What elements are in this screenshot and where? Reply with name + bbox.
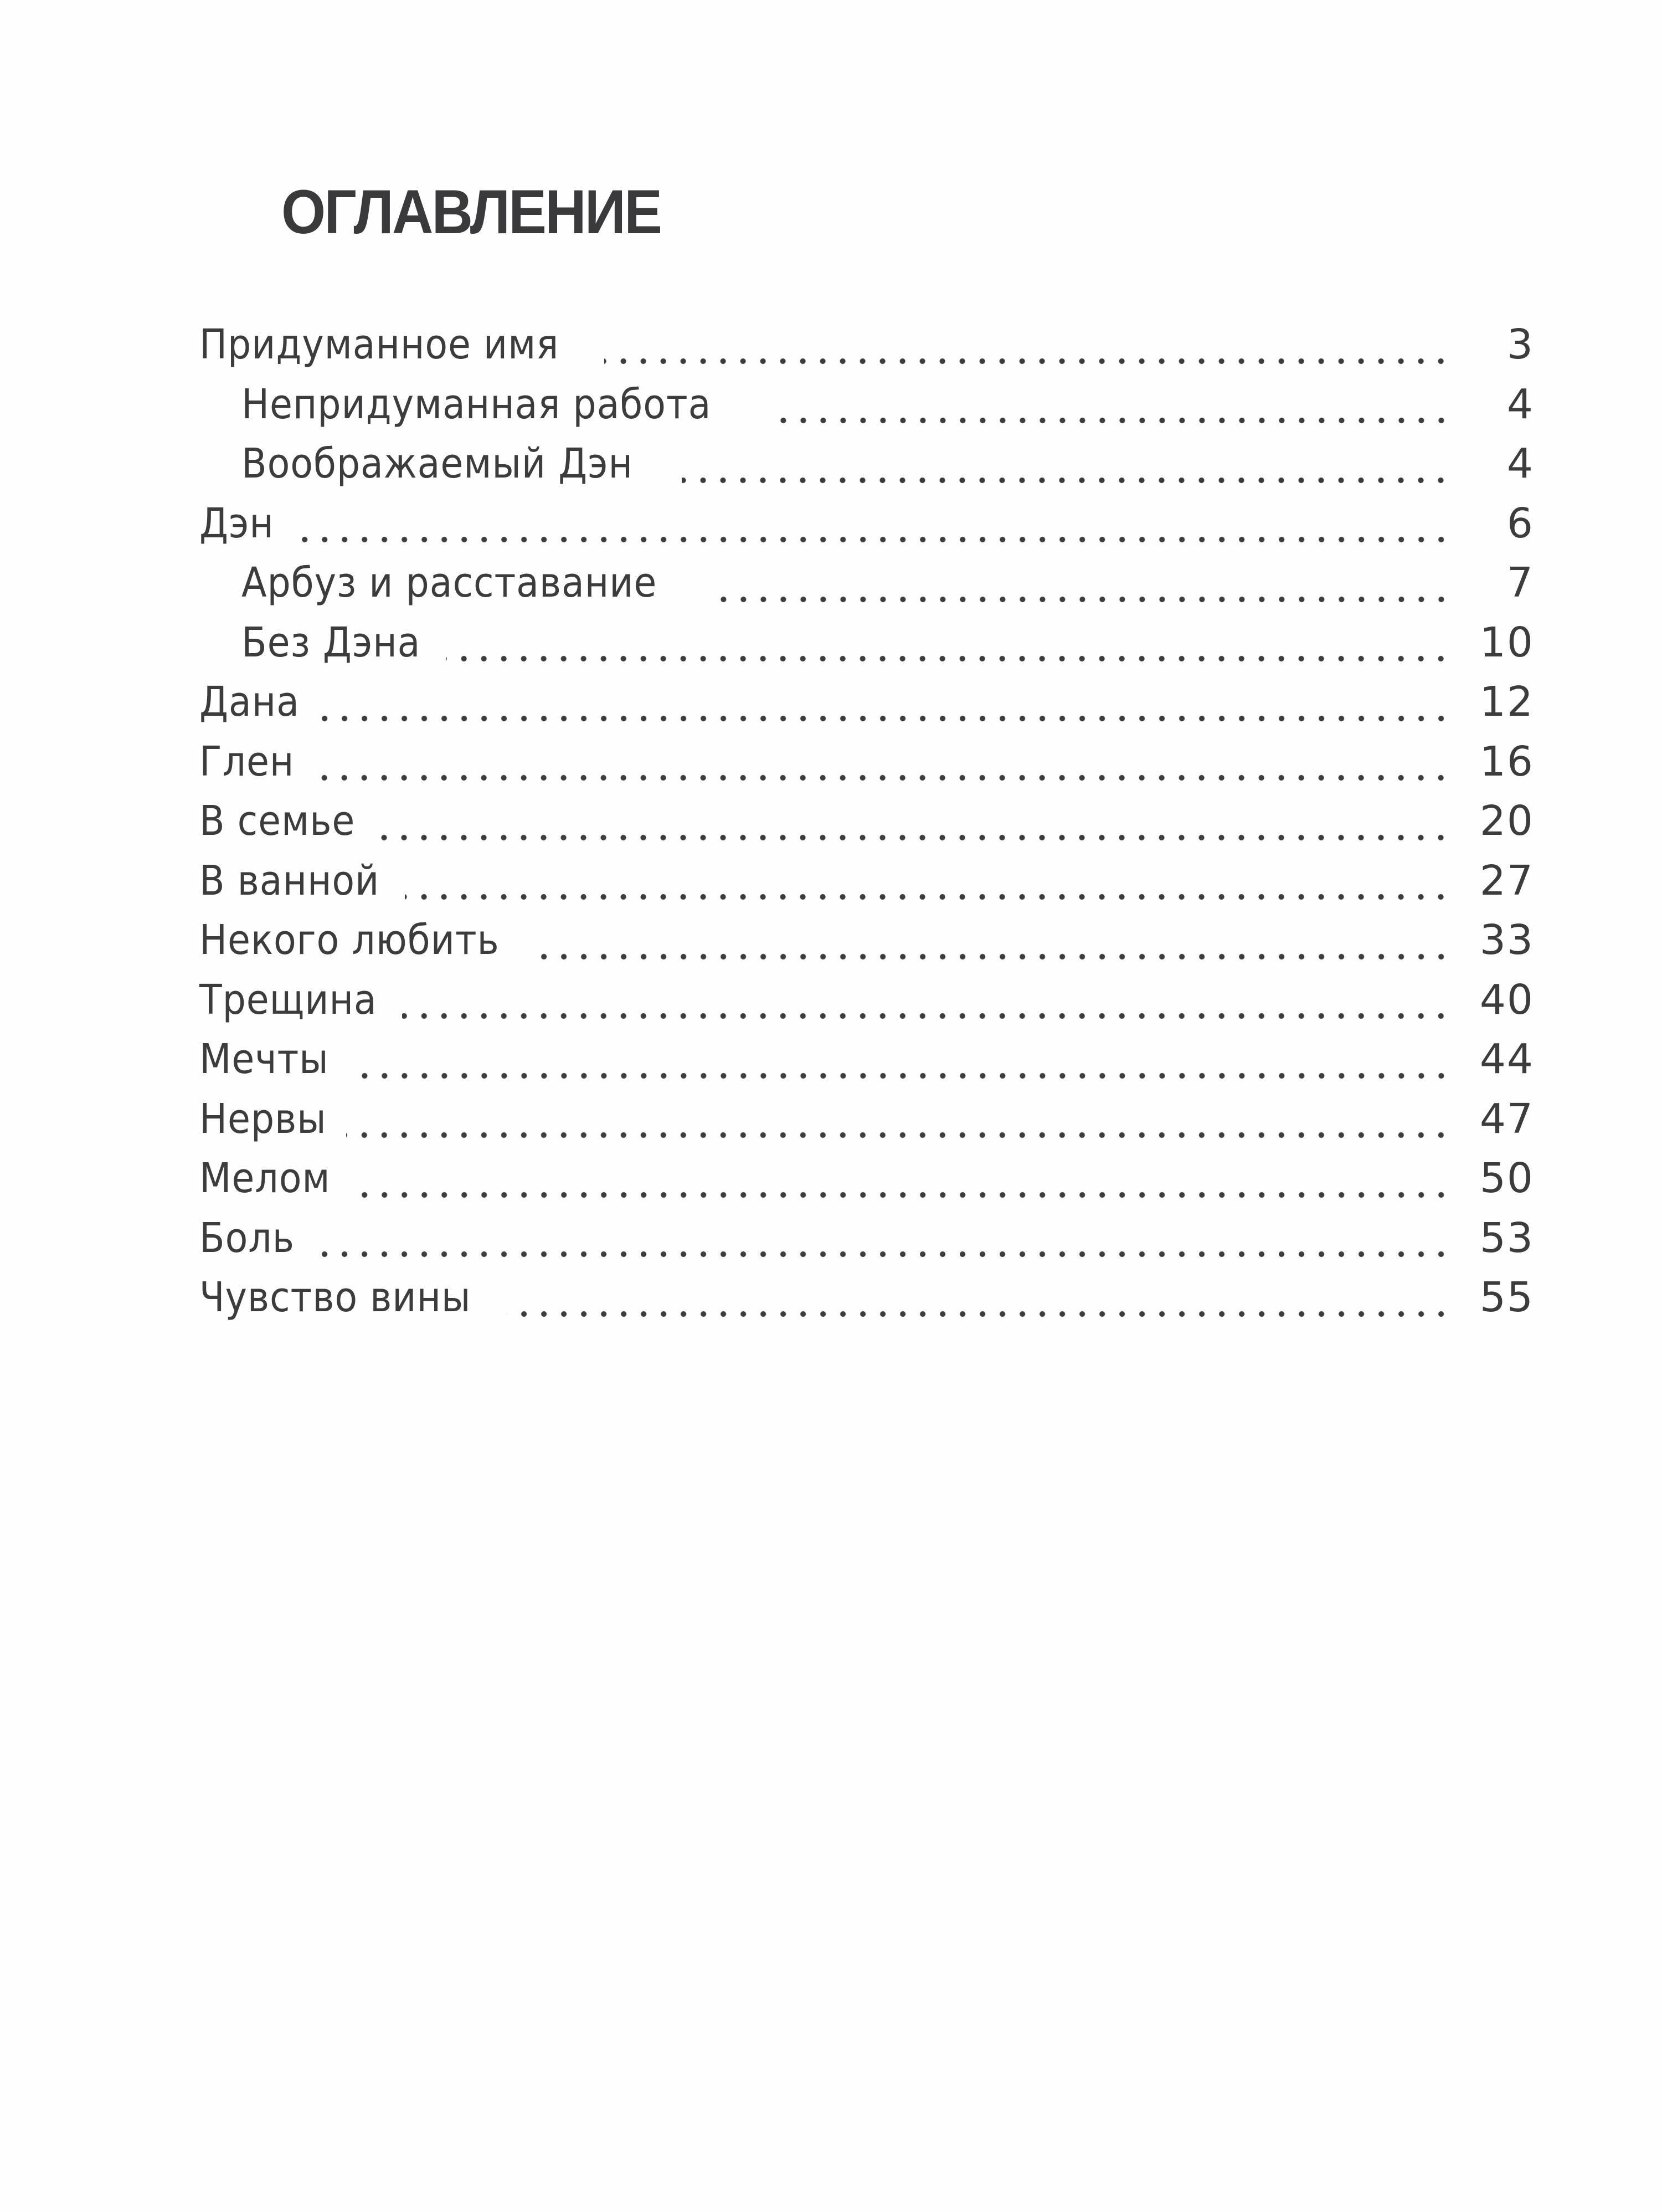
toc-entry-page: 10 [1479, 618, 1534, 666]
dot-leader [682, 477, 1451, 484]
toc-entry[interactable] [199, 972, 1534, 1032]
dot-leader [311, 1251, 1451, 1258]
toc-entry[interactable] [199, 1270, 1534, 1330]
dot-leader [346, 1132, 1451, 1138]
dot-leader [351, 1192, 1451, 1198]
toc-entry-page: 4 [1506, 440, 1534, 487]
toc-entry-page: 27 [1479, 856, 1534, 905]
dot-leader [288, 536, 1451, 543]
toc-entry[interactable] [199, 674, 1534, 734]
toc-entry[interactable] [199, 1091, 1534, 1151]
toc-entry-page: 47 [1479, 1095, 1534, 1143]
toc-subentry[interactable] [199, 615, 1534, 675]
toc-entry-title: Непридуманная работа [241, 380, 712, 428]
toc-entry-title: Придуманное имя [199, 321, 559, 368]
toc-entry[interactable] [199, 912, 1534, 972]
toc-entry[interactable] [199, 317, 1534, 377]
toc-entry-title: В семье [199, 797, 356, 845]
dot-leader [316, 715, 1451, 722]
toc-entry-title: Чувство вины [199, 1274, 471, 1321]
toc-entry-page: 3 [1506, 321, 1534, 368]
dot-leader [446, 655, 1451, 662]
dot-leader [405, 894, 1451, 900]
table-of-contents [199, 317, 1534, 1330]
toc-entry-page: 4 [1506, 380, 1534, 428]
toc-entry-page: 55 [1479, 1274, 1534, 1321]
toc-entry-title: Воображаемый Дэн [241, 440, 633, 487]
toc-entry-title: Боль [199, 1214, 295, 1262]
dot-leader [349, 1072, 1451, 1079]
toc-entry-title: Глен [199, 737, 295, 786]
toc-entry-page: 12 [1479, 678, 1534, 726]
dot-leader [604, 358, 1451, 365]
toc-subentry[interactable] [199, 555, 1534, 615]
toc-entry[interactable] [199, 496, 1534, 556]
page-title: ОГЛАВЛЕНИЕ [281, 177, 661, 247]
toc-entry-title: Без Дэна [241, 618, 421, 666]
toc-subentry[interactable] [199, 377, 1534, 437]
toc-entry-page: 7 [1506, 559, 1534, 607]
toc-entry-page: 33 [1479, 916, 1534, 964]
toc-entry-title: Мечты [199, 1035, 329, 1083]
toc-entry-title: Нервы [199, 1095, 327, 1143]
dot-leader [507, 1311, 1451, 1317]
dot-leader [769, 417, 1451, 424]
dot-leader [402, 1013, 1451, 1019]
toc-entry-title: Арбуз и расставание [241, 559, 657, 607]
toc-entry-title: В ванной [199, 856, 380, 905]
dot-leader [378, 834, 1451, 841]
toc-subentry[interactable] [199, 436, 1534, 496]
toc-entry[interactable] [199, 853, 1534, 913]
toc-entry-title: Некого любить [199, 916, 500, 964]
toc-entry-page: 16 [1479, 737, 1534, 786]
toc-entry-page: 50 [1479, 1154, 1534, 1202]
toc-entry-title: Трещина [199, 976, 377, 1024]
toc-entry-title: Дэн [199, 499, 274, 547]
toc-entry[interactable] [199, 1151, 1534, 1210]
toc-entry[interactable] [199, 1210, 1534, 1270]
toc-entry-page: 53 [1479, 1214, 1534, 1262]
toc-entry[interactable] [199, 793, 1534, 853]
toc-entry-title: Мелом [199, 1154, 331, 1202]
toc-entry-page: 20 [1479, 797, 1534, 845]
dot-leader [310, 774, 1451, 781]
toc-entry[interactable] [199, 1031, 1534, 1091]
toc-entry-page: 44 [1479, 1035, 1534, 1083]
toc-entry[interactable] [199, 734, 1534, 794]
dot-leader [538, 953, 1451, 960]
toc-entry-page: 40 [1479, 976, 1534, 1024]
toc-entry-title: Дана [199, 678, 300, 726]
dot-leader [709, 596, 1451, 603]
toc-entry-page: 6 [1506, 499, 1534, 547]
